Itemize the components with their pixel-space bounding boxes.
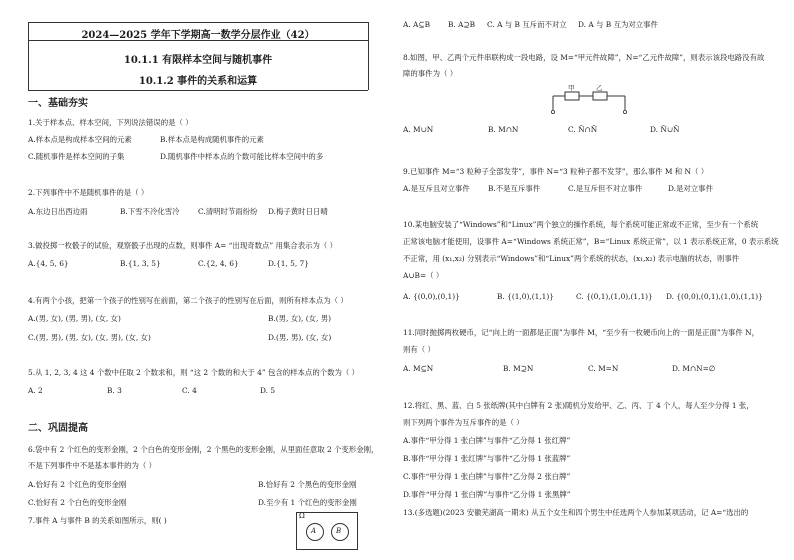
- q5-option-b: B. 3: [107, 386, 122, 395]
- section-consolidate-heading: 二、巩固提高: [28, 423, 88, 434]
- q6-option-a: A.恰好有 2 个红色的变形金刚: [28, 480, 127, 489]
- q3-option-c: C.{2, 4, 6}: [198, 259, 239, 268]
- resistor-jia: [565, 92, 579, 100]
- q11-option-d: D. M∩N=∅: [672, 364, 716, 373]
- q12-option-b: B.事件“甲分得 1 张红牌”与事件“乙分得 1 张蓝牌”: [403, 454, 571, 463]
- q5-option-c: C. 4: [182, 386, 197, 395]
- q2-option-c: C.清明时节雨纷纷: [198, 207, 258, 216]
- venn-label-a: A: [311, 527, 317, 535]
- q2-option-a: A.东边日出西边雨: [28, 207, 88, 216]
- q10-line2: 正常该电脑才能使用，设事件 A=“Windows 系统正常”，B=“Linux 系统正常”，以 1 表示系统正常，0 表示系统: [403, 237, 779, 246]
- q4-option-c: C.(男, 男), (男, 女), (女, 男), (女, 女): [28, 333, 151, 342]
- q3-option-a: A.{4, 5, 6}: [28, 259, 69, 268]
- q11-option-b: B. M⊇N: [503, 364, 534, 373]
- q10-line1: 10.某电脑安装了“Windows”和“Linux”两个独立的操作系统，每个系统可能正常或不正常，至少有一个系统: [403, 220, 759, 229]
- q9-option-a: A.是互斥且对立事件: [403, 184, 470, 193]
- q7-venn-diagram: [296, 512, 358, 550]
- q11-line2: 则有（ ）: [403, 345, 435, 354]
- q11-option-a: A. M⊆N: [403, 364, 434, 373]
- venn-omega-label: Ω: [299, 512, 305, 520]
- q1-option-b: B.样本点是构成随机事件的元素: [160, 135, 264, 144]
- q8-circuit-diagram: [545, 84, 645, 118]
- q5-option-d: D. 5: [260, 386, 276, 395]
- label-yi: 乙: [596, 84, 603, 92]
- label-jia: 甲: [568, 84, 575, 92]
- q1-option-a: A.样本点是构成样本空间的元素: [28, 135, 132, 144]
- q2-option-b: B.下雪不冷化雪冷: [120, 207, 180, 216]
- lesson-title-2: 10.1.2 事件的关系和运算: [138, 76, 258, 87]
- q11-option-c: C. M=N: [588, 364, 619, 373]
- q12-option-c: C.事件“甲分得 1 张白牌”与事件“乙分得 2 张白牌”: [403, 472, 571, 481]
- q1-stem: 1.关于样本点、样本空间，下列说法错误的是（ ）: [28, 118, 193, 127]
- q12-line1: 12.将红、黑、蓝、白 5 张纸牌(其中白牌有 2 张)随机分发给甲、乙、丙、丁 4 个人，每人至少分得 1 张，: [403, 401, 754, 410]
- resistor-yi: [593, 92, 607, 100]
- q6-option-d: D.至少有 1 个红色的变形金刚: [258, 498, 357, 507]
- q6-stem-line1: 6.袋中有 2 个红色的变形金刚，2 个白色的变形金刚，2 个黑色的变形金刚，从里面任意取 2 个变形金刚，: [28, 445, 379, 454]
- q2-option-d: D.梅子黄时日日晴: [268, 207, 328, 216]
- q7-option-c: C. A 与 B 互斥而不对立: [487, 20, 567, 29]
- q10-option-a: A. {(0,0),(0,1)}: [403, 292, 460, 301]
- q6-option-c: C.恰好有 2 个白色的变形金刚: [28, 498, 127, 507]
- section-basic-heading: 一、基础夯实: [28, 98, 88, 109]
- q5-stem: 5.从 1, 2, 3, 4 这 4 个数中任取 2 个数求和，则 “这 2 个数的和大于 4” 包含的样本点的个数为（ ）: [28, 368, 360, 377]
- q12-line2: 则下列两个事件为互斥事件的是（ ）: [403, 418, 524, 427]
- q11-line1: 11.同时抛掷两枚硬币，记“向上的一面都是正面”为事件 M，“至少有一枚硬币向上的一面是正面”为事件 N，: [403, 328, 760, 337]
- q8-stem-line2: 障的事件为（ ）: [403, 69, 458, 78]
- q13-line1: 13.(多选题)(2023 安徽芜湖高一期末) 从五个女生和四个男生中任选两个人参加某项活动，记 A=“选出的: [403, 508, 749, 517]
- q8-option-c: C. N̄∩N̄: [568, 125, 598, 134]
- q12-option-d: D.事件“甲分得 1 张白牌”与事件“乙分得 1 张黑牌”: [403, 490, 571, 499]
- q9-option-d: D.是对立事件: [668, 184, 713, 193]
- q6-option-b: B.恰好有 2 个黑色的变形金刚: [258, 480, 357, 489]
- lesson-title-1: 10.1.1 有限样本空间与随机事件: [123, 55, 273, 66]
- q5-option-a: A. 2: [28, 386, 43, 395]
- q9-option-b: B.不是互斥事件: [488, 184, 541, 193]
- terminal-left: [551, 110, 554, 113]
- venn-label-b: B: [336, 527, 342, 535]
- terminal-right: [623, 110, 626, 113]
- q4-option-a: A.(男, 女), (男, 男), (女, 女): [28, 314, 121, 323]
- q2-stem: 2.下列事件中不是随机事件的是（ ）: [28, 188, 149, 197]
- q4-stem: 4.有两个小孩，把第一个孩子的性别写在前面，第二个孩子的性别写在后面，则所有样本点为（ ）: [28, 296, 348, 305]
- q3-option-d: D.{1, 5, 7}: [268, 259, 309, 268]
- q4-option-d: D.(男, 男), (女, 女): [268, 333, 332, 342]
- q8-stem: 8.如图，甲、乙两个元件串联构成一段电路，设 M=“甲元件故障”，N=“乙元件故障”，则表示该段电路没有故: [403, 53, 765, 62]
- q8-option-d: D. N̄∪N̄: [650, 125, 680, 134]
- q8-option-a: A. M∪N: [403, 125, 434, 134]
- q6-stem-line2: 不是下列事件中不是基本事件的为（ ）: [28, 461, 156, 470]
- q7-option-b: B. A⊇B: [448, 20, 476, 29]
- q7-stem: 7.事件 A 与事件 B 的关系如图所示，则( ): [28, 516, 167, 525]
- page-title: 2024—2025 学年下学期高一数学分层作业（42）: [81, 30, 315, 41]
- q3-stem: 3.做投掷一枚骰子的试验，观察骰子出现的点数，则事件 A= “出现奇数点” 用集合表示为（ ）: [28, 241, 337, 250]
- q3-option-b: B.{1, 3, 5}: [120, 259, 161, 268]
- circuit-svg: [545, 84, 645, 118]
- q1-option-d: D.随机事件中样本点的个数可能比样本空间中的多: [160, 152, 324, 161]
- q4-option-b: B.(男, 女), (女, 男): [268, 314, 331, 323]
- q1-option-c: C.随机事件是样本空间的子集: [28, 152, 125, 161]
- q10-option-b: B. {(1,0),(1,1)}: [497, 292, 554, 301]
- q9-option-c: C.是互斥但不对立事件: [568, 184, 643, 193]
- q10-option-d: D. {(0,0),(0,1),(1,0),(1,1)}: [666, 292, 763, 301]
- q9-stem: 9.已知事件 M=“3 粒种子全部发芽”，事件 N=“3 粒种子都不发芽”，那么事件 M 和 N（ ）: [403, 167, 709, 176]
- q7-option-a: A. A⊆B: [403, 20, 430, 29]
- q7-option-d: D. A 与 B 互为对立事件: [578, 20, 658, 29]
- q10-line4: A∪B=（ ）: [403, 271, 444, 280]
- q10-option-c: C. {(0,1),(1,0),(1,1)}: [576, 292, 653, 301]
- q10-line3: 不正常，用 (x₁,x₂) 分别表示“Windows”和“Linux”两个系统的状态，(x₁,x₂) 表示电脑的状态，则事件: [403, 254, 740, 263]
- q8-option-b: B. M∩N: [488, 125, 519, 134]
- q12-option-a: A.事件“甲分得 1 张白牌”与事件“乙分得 1 张红牌”: [403, 436, 571, 445]
